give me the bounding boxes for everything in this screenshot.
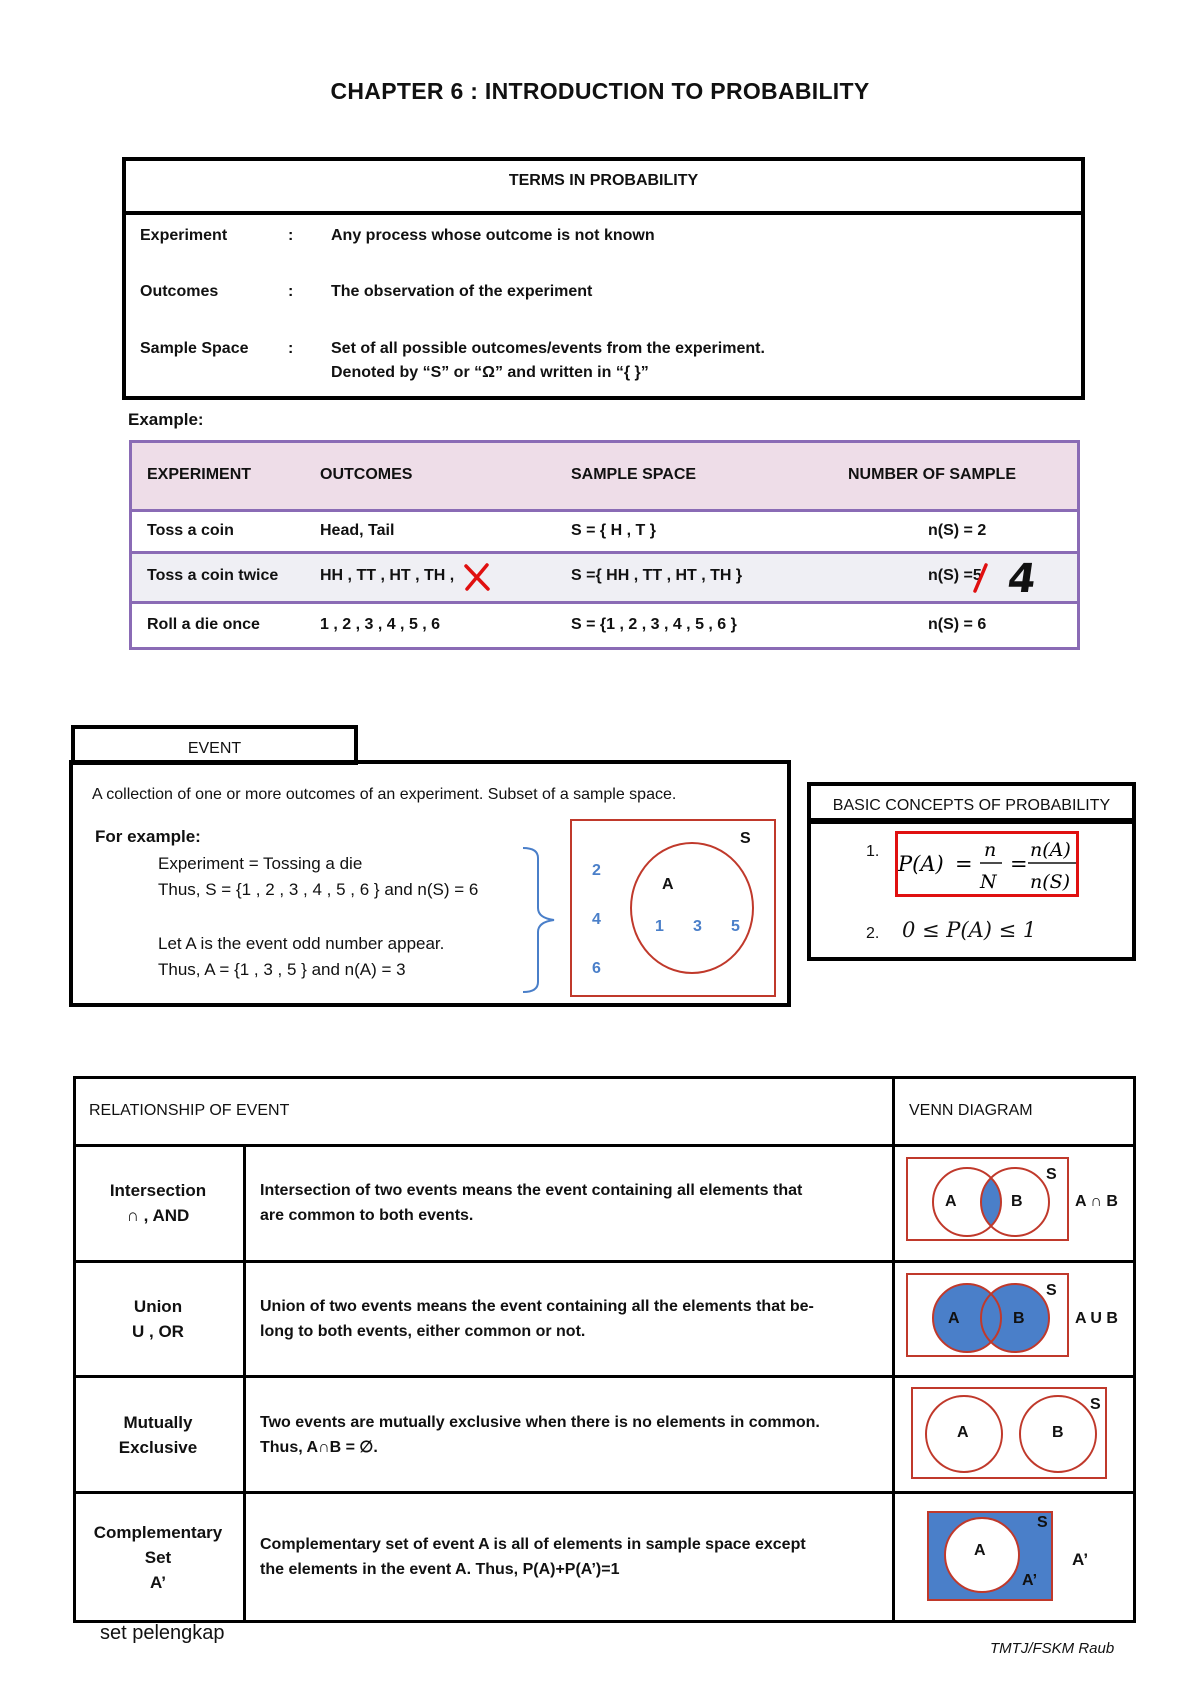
term-sample-space-def2: Denoted by “S” or “Ω” and written in “{ }” bbox=[331, 364, 649, 381]
term-colon: : bbox=[288, 227, 294, 244]
rel-desc-mutually-exclusive bbox=[260, 1410, 870, 1460]
cell-outcomes: 1 , 2 , 3 , 4 , 5 , 6 bbox=[320, 616, 441, 633]
handwritten-correction: 4 bbox=[1004, 556, 1040, 602]
rel-desc-line: Intersection of two events means the event containing all elements that bbox=[260, 1182, 803, 1199]
cell-outcomes: Head, Tail bbox=[320, 522, 395, 539]
basic-formula1 bbox=[898, 832, 1078, 896]
venn4-a: A bbox=[974, 1542, 986, 1559]
event-line4: Thus, A = {1 , 3 , 5 } and n(A) = 3 bbox=[158, 960, 406, 979]
rel-desc-line: long to both events, either common or not. bbox=[260, 1323, 586, 1340]
example-table-header bbox=[132, 443, 1077, 512]
rel-desc-line: Union of two events means the event containing all the elements that be- bbox=[260, 1298, 814, 1315]
cell-experiment: Toss a coin twice bbox=[147, 567, 279, 584]
event-line2: Thus, S = {1 , 2 , 3 , 4 , 5 , 6 } and n(S) = 6 bbox=[158, 880, 479, 899]
rel-divider bbox=[892, 1076, 895, 1623]
venn4-s: S bbox=[1037, 1514, 1048, 1531]
svg-text:=: = bbox=[955, 852, 973, 876]
svg-text:P(A): P(A) bbox=[898, 852, 944, 876]
table-row bbox=[132, 604, 1077, 647]
svg-text:n(A): n(A) bbox=[1030, 839, 1071, 861]
svg-text:n(S): n(S) bbox=[1030, 871, 1071, 893]
event-venn-inside-3: 3 bbox=[693, 918, 702, 935]
rel-desc-line: Complementary set of event A is all of elements in sample space except bbox=[260, 1536, 806, 1553]
venn1-label: A ∩ B bbox=[1075, 1193, 1118, 1210]
footer-credit: TMTJ/FSKM Raub bbox=[990, 1640, 1115, 1657]
term-sample-space: Sample Space bbox=[140, 340, 249, 357]
term-experiment: Experiment bbox=[140, 227, 228, 244]
rel-desc-line: Thus, A∩B = ∅. bbox=[260, 1439, 378, 1456]
venn1-b: B bbox=[1011, 1193, 1023, 1210]
rel-name-intersection bbox=[73, 1178, 243, 1228]
cell-sample-space: S = { H , T } bbox=[571, 522, 656, 539]
relationship-header: RELATIONSHIP OF EVENT bbox=[89, 1102, 290, 1119]
rel-desc-line: Two events are mutually exclusive when there is no elements in common. bbox=[260, 1414, 820, 1431]
event-venn-inside-5: 5 bbox=[731, 918, 740, 935]
event-definition: A collection of one or more outcomes of an experiment. Subset of a sample space. bbox=[92, 786, 677, 803]
page-title: CHAPTER 6 : INTRODUCTION TO PROBABILITY bbox=[330, 78, 870, 104]
venn2-b: B bbox=[1013, 1310, 1025, 1327]
rel-name-line: Exclusive bbox=[118, 1438, 198, 1457]
event-venn-outside-6: 6 bbox=[592, 960, 601, 977]
rel-divider bbox=[243, 1145, 246, 1623]
terms-header-divider bbox=[122, 211, 1085, 215]
venn3-a: A bbox=[957, 1424, 969, 1441]
terms-header: TERMS IN PROBABILITY bbox=[508, 172, 699, 189]
svg-text:N: N bbox=[980, 871, 997, 893]
venn3-b: B bbox=[1052, 1424, 1064, 1441]
event-tab-label: EVENT bbox=[187, 740, 242, 757]
handwritten-note: set pelengkap bbox=[100, 1622, 225, 1644]
event-venn-outside-4: 4 bbox=[592, 911, 601, 928]
venn3-s: S bbox=[1090, 1396, 1101, 1413]
event-line3: Let A is the event odd number appear. bbox=[158, 934, 445, 953]
example-table bbox=[129, 440, 1080, 650]
venn2-a: A bbox=[948, 1310, 960, 1327]
table-row bbox=[132, 512, 1077, 554]
rel-name-line: Set bbox=[144, 1548, 172, 1567]
venn-mutually-exclusive bbox=[910, 1386, 1108, 1480]
rel-name-line: Union bbox=[133, 1297, 183, 1316]
term-colon: : bbox=[288, 340, 294, 357]
red-strike-mark bbox=[970, 562, 990, 594]
term-experiment-def: Any process whose outcome is not known bbox=[331, 227, 655, 244]
rel-name-complementary bbox=[73, 1520, 243, 1595]
svg-text:=: = bbox=[1010, 852, 1028, 876]
venn-diagram-header: VENN DIAGRAM bbox=[909, 1102, 1033, 1119]
venn2-label: A U B bbox=[1075, 1310, 1118, 1327]
venn4-label: A’ bbox=[1072, 1550, 1089, 1569]
event-venn-a: A bbox=[662, 876, 674, 893]
term-outcomes: Outcomes bbox=[140, 283, 219, 300]
venn4-a-prime: A’ bbox=[1022, 1572, 1038, 1589]
basic-num2: 2. bbox=[866, 925, 880, 942]
table-row bbox=[132, 554, 1077, 604]
basic-header: BASIC CONCEPTS OF PROBABILITY bbox=[832, 797, 1111, 814]
rel-desc-intersection bbox=[260, 1178, 870, 1228]
event-venn-outside-2: 2 bbox=[592, 862, 601, 879]
header-sample-space: SAMPLE SPACE bbox=[571, 466, 697, 483]
venn1-a: A bbox=[945, 1193, 957, 1210]
rel-divider bbox=[73, 1260, 1136, 1263]
cell-number: n(S) = 6 bbox=[928, 616, 987, 633]
rel-name-line: ∩ , AND bbox=[126, 1206, 190, 1225]
cell-number: n(S) = 2 bbox=[928, 522, 987, 539]
event-for-example: For example: bbox=[95, 827, 201, 846]
cell-sample-space: S = {1 , 2 , 3 , 4 , 5 , 6 } bbox=[571, 616, 737, 633]
event-venn-inside-1: 1 bbox=[655, 918, 664, 935]
basic-formula2: 0 ≤ P(A) ≤ 1 bbox=[902, 918, 1037, 942]
event-venn-circle bbox=[630, 842, 754, 974]
rel-desc-union bbox=[260, 1294, 870, 1344]
rel-desc-line: are common to both events. bbox=[260, 1207, 474, 1224]
bracket-icon bbox=[520, 846, 560, 996]
event-line1: Experiment = Tossing a die bbox=[158, 854, 363, 873]
cell-sample-space: S ={ HH , TT , HT , TH } bbox=[571, 567, 743, 584]
rel-name-union bbox=[73, 1294, 243, 1344]
rel-desc-complementary bbox=[260, 1532, 870, 1582]
rel-divider bbox=[73, 1491, 1136, 1494]
event-venn-s: S bbox=[740, 830, 751, 847]
rel-name-line: Complementary bbox=[93, 1523, 223, 1542]
rel-divider bbox=[73, 1144, 1136, 1147]
example-label: Example: bbox=[128, 410, 204, 429]
header-experiment: EXPERIMENT bbox=[147, 466, 252, 483]
rel-desc-line: the elements in the event A. Thus, P(A)+P(A’)=1 bbox=[260, 1561, 620, 1578]
rel-name-line: A’ bbox=[149, 1573, 167, 1592]
cell-experiment: Roll a die once bbox=[147, 616, 260, 633]
term-outcomes-def: The observation of the experiment bbox=[331, 283, 593, 300]
cell-experiment: Toss a coin bbox=[147, 522, 234, 539]
rel-name-line: Intersection bbox=[109, 1181, 207, 1200]
svg-text:n: n bbox=[984, 839, 997, 861]
term-colon: : bbox=[288, 283, 294, 300]
rel-name-line: Mutually bbox=[123, 1413, 193, 1432]
rel-name-line: U , OR bbox=[132, 1322, 184, 1341]
red-cross-mark bbox=[462, 562, 492, 592]
cell-outcomes: HH , TT , HT , TH , bbox=[320, 567, 455, 584]
cell-number: n(S) =5 bbox=[928, 567, 982, 584]
rel-divider bbox=[73, 1375, 1136, 1378]
header-outcomes: OUTCOMES bbox=[320, 466, 413, 483]
header-number-of-sample: NUMBER OF SAMPLE bbox=[848, 466, 1016, 483]
venn1-s: S bbox=[1046, 1166, 1057, 1183]
venn2-s: S bbox=[1046, 1282, 1057, 1299]
rel-name-mutually-exclusive bbox=[73, 1410, 243, 1460]
basic-num1: 1. bbox=[866, 843, 880, 860]
term-sample-space-def: Set of all possible outcomes/events from the experiment. bbox=[331, 340, 765, 357]
